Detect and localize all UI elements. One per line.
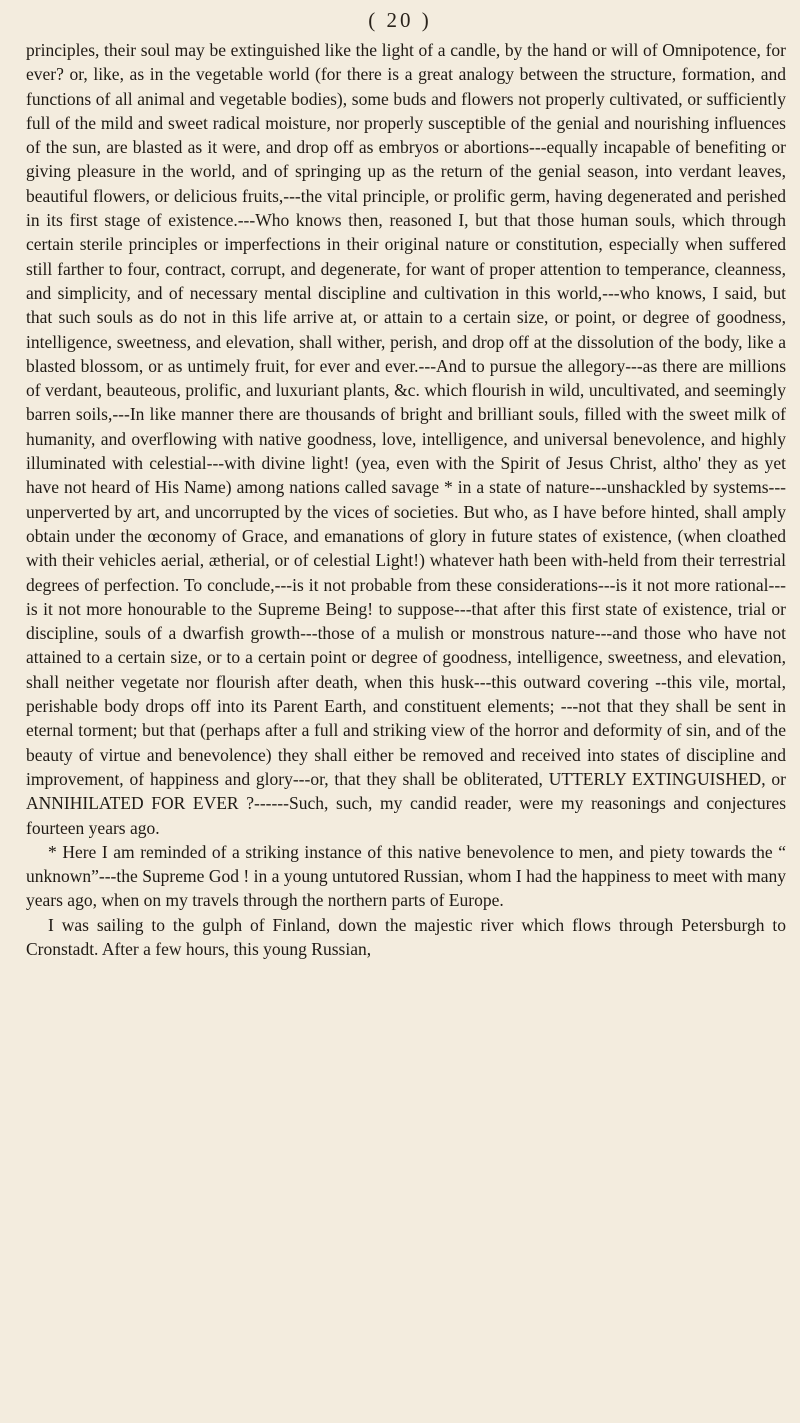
main-paragraph: principles, their soul may be extinguished like the light of a candle, by the hand or will of Omnipotence, for ever? or, like, as in the vegetable world (for there is a great analogy between the structure, formation, and functions of all animal and vegetable bodies), some buds and flowers not properly cultivated, or sufficiently full of the mild and sweet radical moisture, nor properly susceptible of the genial and nourishing influences of the sun, are blasted as it were, and drop off as embryos or abortions---equally incapable of benefiting or giving pleasure in the world, and of springing up as the return of the genial season, into verdant leaves, beautiful flowers, or delicious fruits,---the vital principle, or prolific germ, having degenerated and perished in its first stage of existence.---Who knows then, reasoned I, but that those human souls, which through certain sterile principles or imperfections in their original nature or constitution, especially when suffered still farther to four, contract, corrupt, and degenerate, for want of proper attention to temperance, cleanness, and simplicity, and of necessary mental discipline and cultivation in this world,---who knows, I said, but that such souls as do not in this life arrive at, or attain to a certain size, or point, or degree of goodness, intelligence, sweetness, and elevation, shall wither, perish, and drop off at the dissolution of the body, like a blasted blossom, or as untimely fruit, for ever and ever.---And to pursue the allegory---as there are millions of verdant, beauteous, prolific, and luxuriant plants, &c. which flourish in wild, uncultivated, and seemingly barren soils,---In like manner there are thousands of bright and brilliant souls, filled with the sweet milk of humanity, and overflowing with native goodness, love, intelligence, and universal benevolence, and highly illuminated with celestial---with divine light! (yea, even with the Spirit of Jesus Christ, altho' they as yet have not heard of His Name) among nations called savage * in a state of nature---unshackled by systems---unperverted by art, and uncorrupted by the vices of societies. But who, as I have before hinted, shall amply obtain under the œconomy of Grace, and emanations of glory in future states of existence, (when cloathed with their vehicles aerial, ætherial, or of celestial Light!) whatever hath been with-held from their terrestrial degrees of perfection. To conclude,---is it not probable from these considerations---is it not more rational---is it not more honourable to the Supreme Being! to suppose---that after this first state of existence, trial or discipline, souls of a dwarfish growth---those of a mulish or monstrous nature---and those who have not attained to a certain size, or to a certain point or degree of goodness, intelligence, sweetness, and elevation, shall neither vegetate nor flourish after death, when this husk---this outward covering --this vile, mortal, perishable body drops off into its Parent Earth, and constituent elements; ---not that they shall be sent in eternal torment; but that (perhaps after a full and striking view of the horror and deformity of sin, and of the beauty of virtue and benevolence) they shall either be removed and received into states of discipline and improvement, of happiness and glory---or, that they shall be obliterated, UTTERLY EXTINGUISHED, or ANNIHILATED FOR EVER ?------Such, such, my candid reader, were my reasonings and conjectures fourteen years ago.	[26, 40, 786, 838]
page-number: ( 20 )	[368, 8, 432, 32]
footnote-paragraph-2: I was sailing to the gulph of Finland, down the majestic river which flows through Petersburgh to Cronstadt. After a few hours, this young Russian,	[26, 914, 786, 959]
page-body	[26, 38, 786, 961]
footnote-paragraph-1: * Here I am reminded of a striking instance of this native benevolence to men, and piety towards the “ unknown”---the Supreme God ! in a young untutored Russian, whom I had the happiness to meet with many years ago, when on my travels through the northern parts of Europe.	[26, 841, 786, 911]
footnote	[26, 840, 786, 961]
